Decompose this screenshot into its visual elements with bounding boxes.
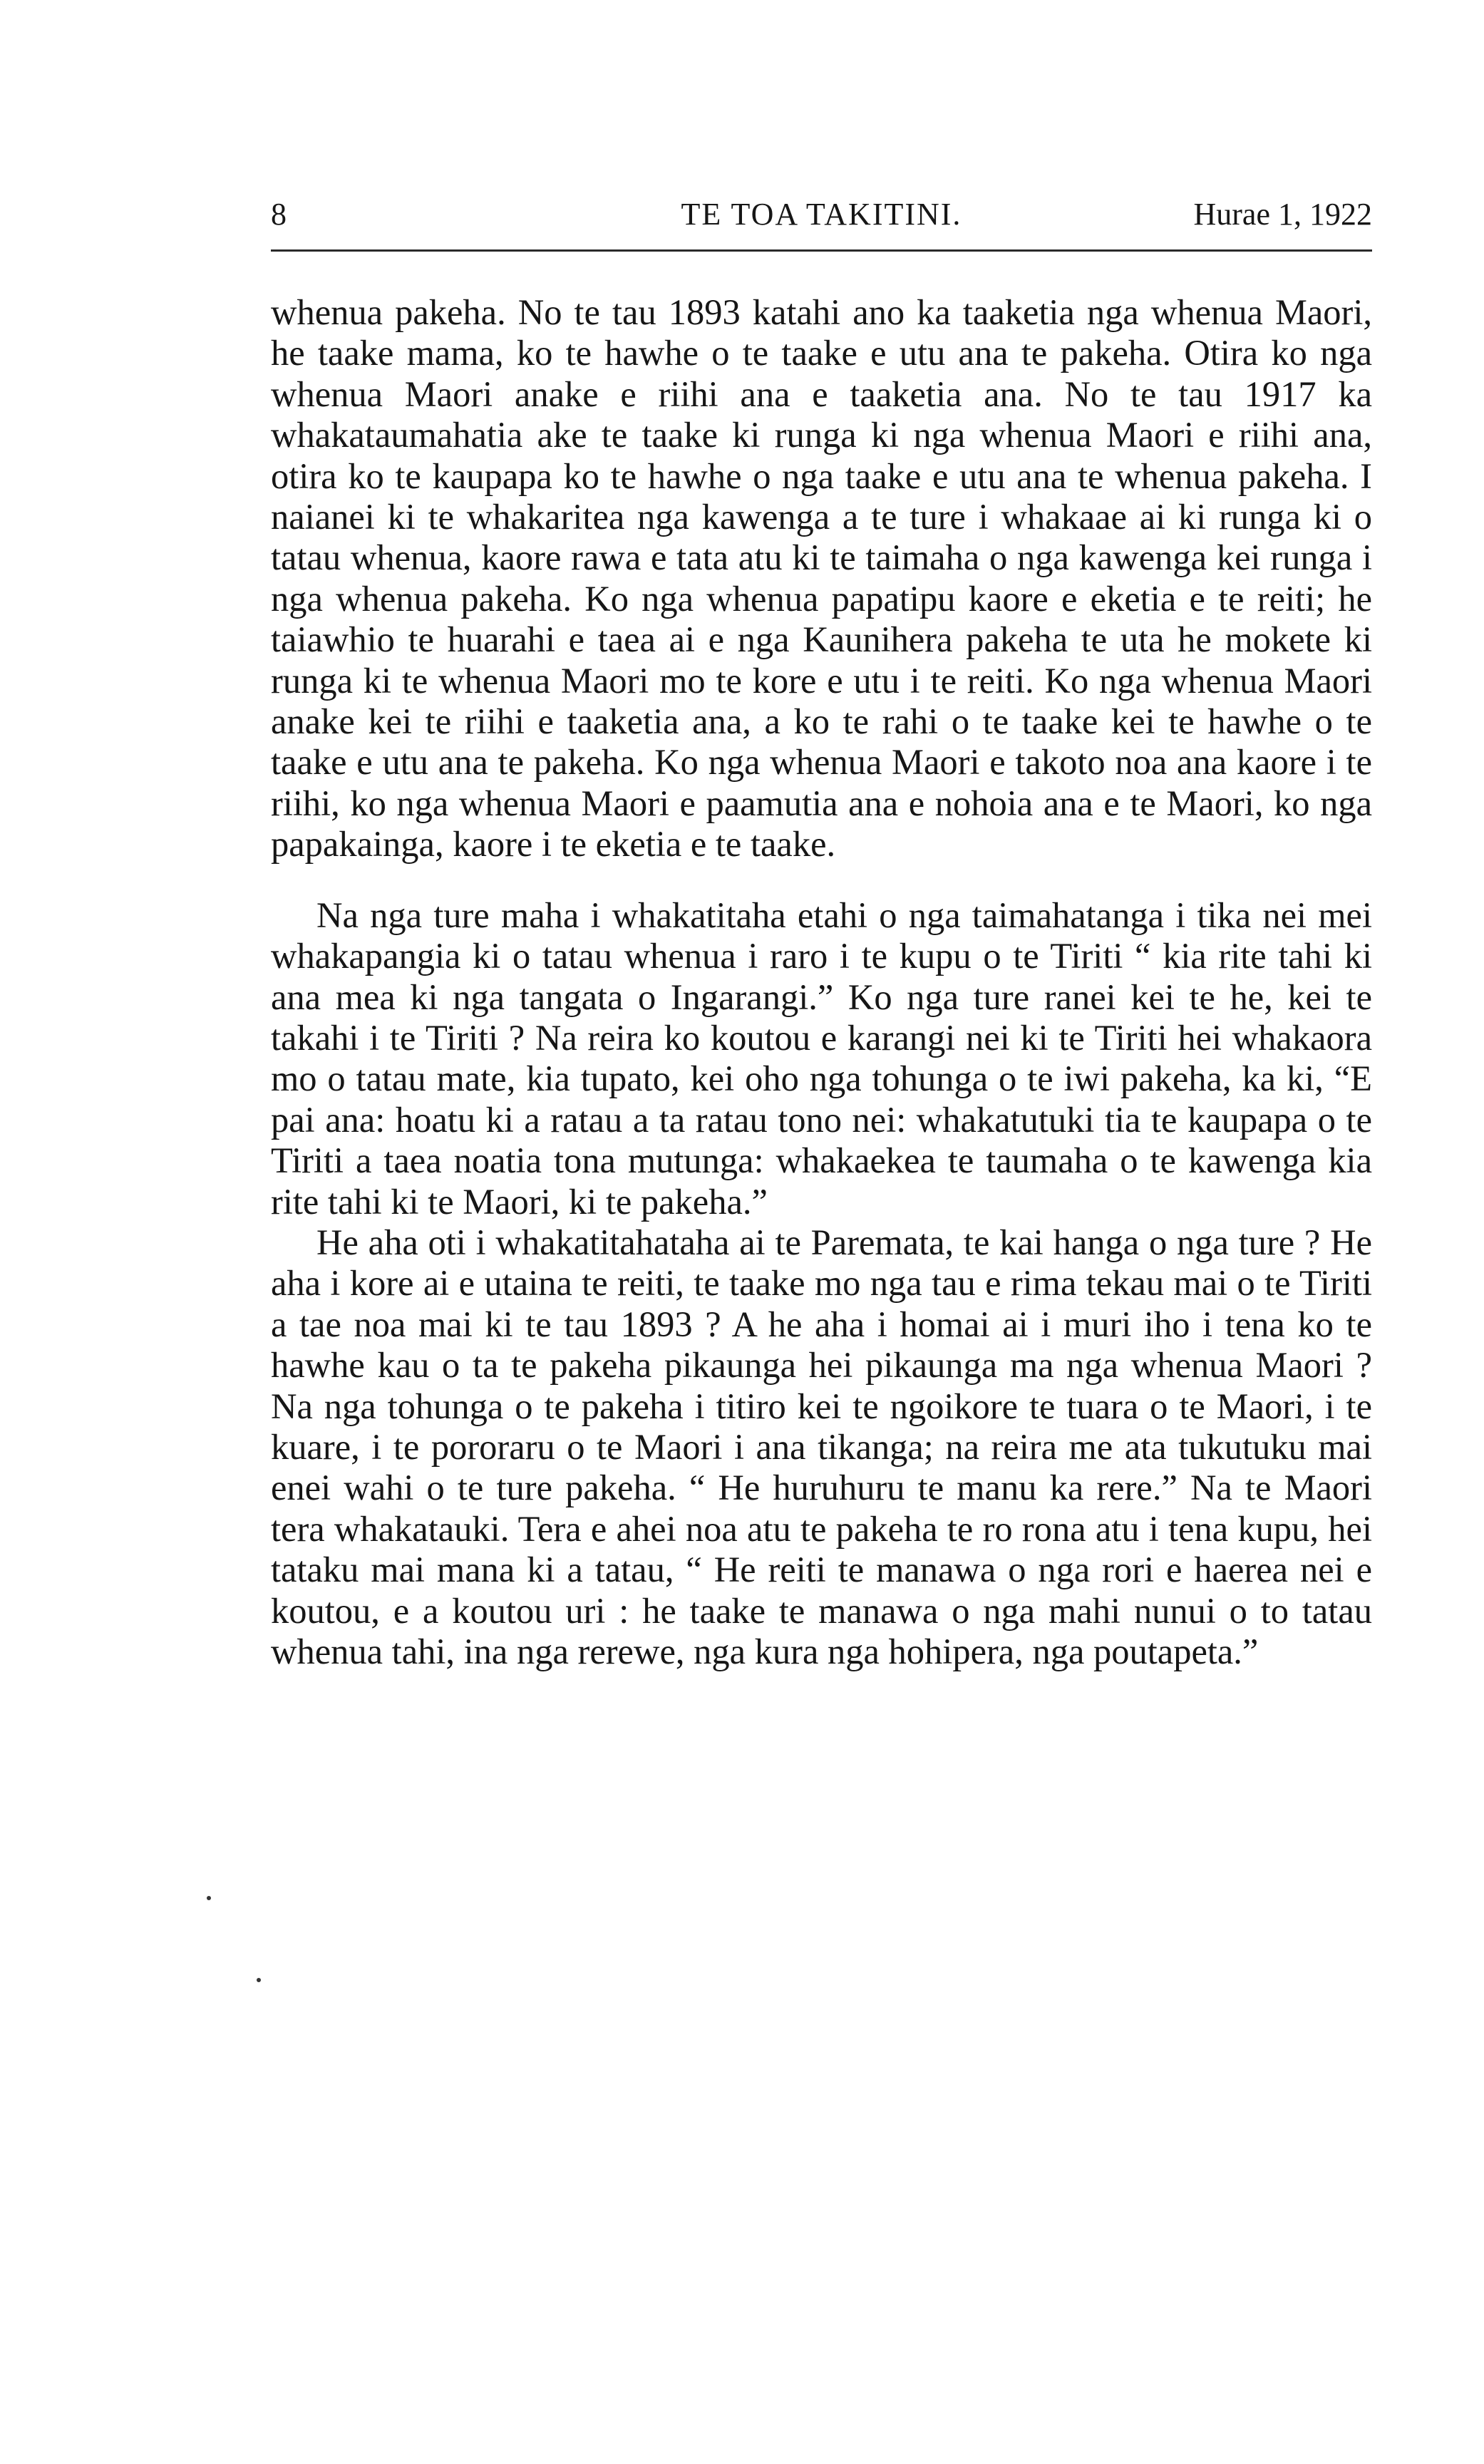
paragraph-1: whenua pakeha. No te tau 1893 katahi ano ka taaketia nga whenua Maori, he taake mama, ko te hawhe o te taake e utu ana te pakeha. Otira ko nga whenua Maori anake e riihi ana e taaketia ana. No te tau 1917 ka whakataumahatia ake te taake ki runga ki nga whenua Maori e riihi ana, otira ko te kaupapa ko te hawhe o nga taake e utu ana te whenua pakeha. I naianei ki te whakaritea nga kawenga a te ture i whakaae ai ki runga ki o tatau whenua, kaore rawa e tata atu ki te taimaha o nga kawenga kei runga i nga whenua pakeha. Ko nga whenua papatipu kaore e eketia e te reiti; he taiawhio te huarahi e taea ai e nga Kaunihera pakeha te uta he mokete ki runga ki te whenua Maori mo te kore e utu i te reiti. Ko nga whenua Maori anake kei te riihi e taaketia ana, a ko te rahi o te taake kei te hawhe o te taake e utu ana te pakeha. Ko nga whenua Maori e takoto noa ana kaore i te riihi, ko nga whenua Maori e paamutia ana e nohoia ana e te Maori, ko nga papakainga, kaore i te eketia e te taake. xyxy=(271,292,1372,865)
margin-speck xyxy=(207,1896,211,1900)
header-rule xyxy=(271,249,1372,252)
page-number: 8 xyxy=(271,197,287,232)
running-title: TE TOA TAKITINI. xyxy=(681,197,962,232)
article-body xyxy=(271,292,1372,1672)
margin-speck xyxy=(257,1978,261,1982)
running-header xyxy=(271,196,1372,246)
issue-date: Hurae 1, 1922 xyxy=(1193,197,1372,232)
paragraph-2: Na nga ture maha i whakatitaha etahi o nga taimahatanga i tika nei mei whakapangia ki o tatau whenua i raro i te kupu o te Tiriti “ kia rite tahi ki ana mea ki nga tangata o Ingarangi.” Ko nga ture ranei kei te he, kei te takahi i te Tiriti ? Na reira ko koutou e karangi nei ki te Tiriti hei whakaora mo o tatau mate, kia tupato, kei oho nga tohunga o te iwi pakeha, ka ki, “E pai ana: hoatu ki a ratau a ta ratau tono nei: whakatutuki tia te kaupapa o te Tiriti a taea noatia tona mutunga: whakaekea te taumaha o te kawenga kia rite tahi ki te Maori, ki te pakeha.” xyxy=(271,895,1372,1222)
paragraph-3: He aha oti i whakatitahataha ai te Paremata, te kai hanga o nga ture ? He aha i kore ai e utaina te reiti, te taake mo nga tau e rima tekau mai o te Tiriti a tae noa mai ki te tau 1893 ? A he aha i homai ai i muri iho i tena ko te hawhe kau o ta te pakeha pikaunga hei pikaunga ma nga whenua Maori ? Na nga tohunga o te pakeha i titiro kei te ngoikore te tuara o te Maori, i te kuare, i te pororaru o te Maori i ana tikanga; na reira me ata tukutuku mai enei wahi o te ture pakeha. “ He huruhuru te manu ka rere.” Na te Maori tera whakatauki. Tera e ahei noa atu te pakeha te ro rona atu i tena kupu, hei tataku mai mana ki a tatau, “ He reiti te manawa o nga rori e haerea nei e koutou, e a koutou uri : he taake te manawa o nga mahi nunui o to tatau whenua tahi, ina nga rerewe, nga kura nga hohipera, nga poutapeta.” xyxy=(271,1222,1372,1671)
